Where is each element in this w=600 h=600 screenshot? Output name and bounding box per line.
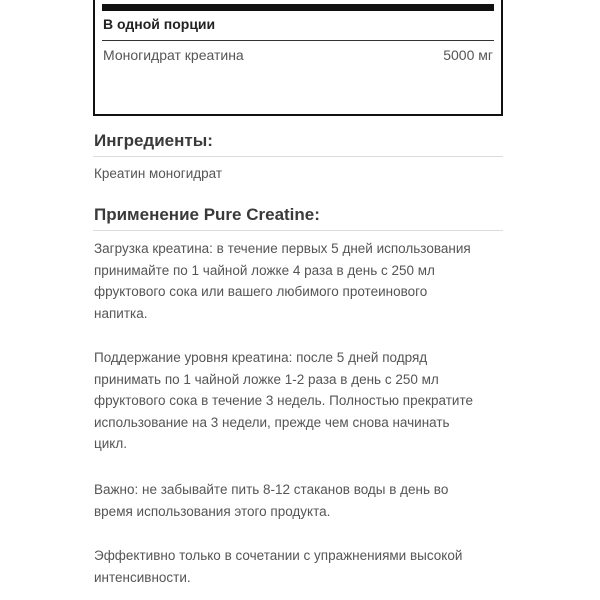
usage-divider <box>93 230 503 231</box>
nutrient-name: Моногидрат креатина <box>103 47 244 63</box>
nutrient-value: 5000 мг <box>443 47 493 63</box>
usage-loading-paragraph: Загрузка креатина: в течение первых 5 дней использования принимайте по 1 чайной ложке 4 раза в день с 250 мл фруктового сока или вашего любимого протеинового напитка. <box>94 241 471 321</box>
usage-heading: Применение Pure Creatine: <box>94 205 320 224</box>
nutrition-thick-divider <box>102 4 494 11</box>
ingredients-text: Креатин моногидрат <box>94 166 223 181</box>
nutrition-row <box>103 47 493 63</box>
ingredients-divider <box>93 156 503 157</box>
usage-effective-paragraph: Эффективно только в сочетании с упражнениями высокой интенсивности. <box>94 548 463 585</box>
serving-label: В одной порции <box>103 16 216 32</box>
ingredients-heading: Ингредиенты: <box>94 131 213 150</box>
usage-important-paragraph: Важно: не забывайте пить 8-12 стаканов воды в день во время использования этого продукта. <box>94 482 449 519</box>
usage-maintenance-paragraph: Поддержание уровня креатина: после 5 дней подряд принимать по 1 чайной ложке 1-2 раза в день с 250 мл фруктового сока в течение 3 недель. Полностью прекратите использование на 3 недели, прежде чем снова начинать цикл. <box>94 350 473 451</box>
nutrition-facts-box <box>93 0 503 116</box>
nutrition-thin-divider <box>102 40 494 41</box>
